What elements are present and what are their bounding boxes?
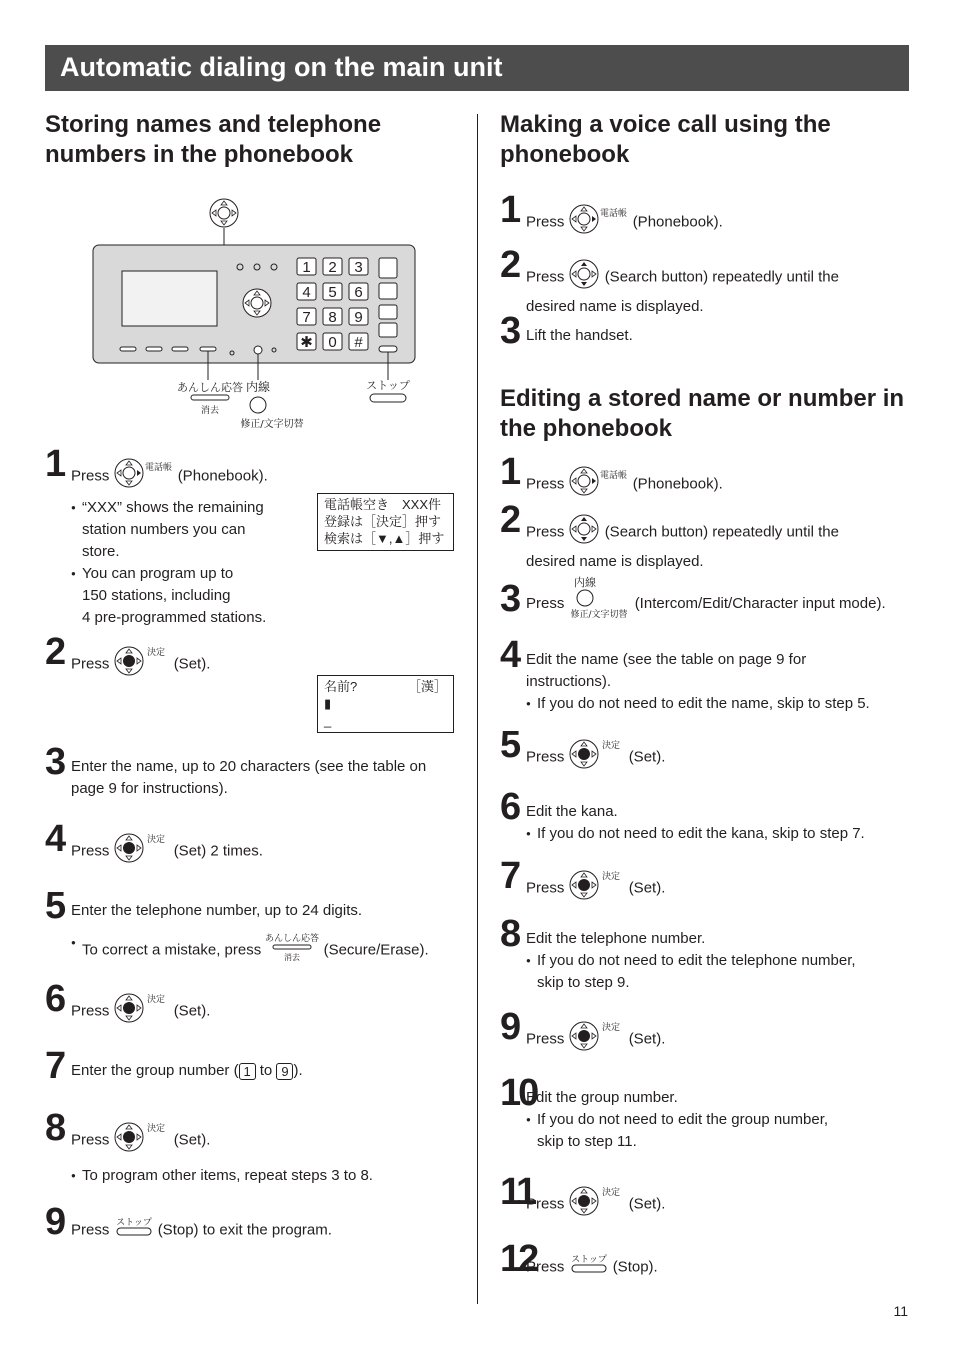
svg-text:修正/文字切替: 修正/文字切替 — [569, 610, 628, 620]
svg-text:内線: 内線 — [245, 380, 271, 394]
keypad-key: 8 — [328, 309, 337, 326]
svg-text:ストップ: ストップ — [570, 1255, 607, 1265]
stop-button-icon — [114, 1216, 154, 1245]
svg-text:電話帳: 電話帳 — [599, 209, 627, 219]
keypad-key: # — [354, 334, 363, 351]
set-button-icon — [114, 993, 170, 1030]
page-title: Automatic dialing on the main unit — [60, 52, 503, 82]
svg-text:ストップ: ストップ — [115, 1218, 152, 1228]
svg-text:あんしん応答: あんしん応答 — [177, 381, 243, 394]
phonebook-button-icon — [569, 466, 629, 503]
svg-text:決定: 決定 — [146, 1124, 165, 1134]
svg-text:決定: 決定 — [601, 1188, 620, 1198]
set-button-icon — [569, 1021, 625, 1058]
phonebook-button-icon — [569, 204, 629, 241]
keypad-key: 6 — [354, 284, 363, 301]
keypad-key: 7 — [302, 309, 311, 326]
svg-text:決定: 決定 — [146, 995, 165, 1005]
set-button-icon — [114, 833, 170, 870]
svg-text:決定: 決定 — [146, 648, 165, 658]
keypad-key: 5 — [328, 284, 337, 301]
search-button-icon — [569, 259, 601, 296]
phonebook-button-icon — [114, 458, 174, 495]
svg-text:ストップ: ストップ — [366, 379, 410, 392]
key-9: 9 — [276, 1063, 293, 1080]
device-illustration — [92, 195, 422, 435]
keypad-key: ✱ — [300, 334, 313, 351]
svg-text:消去: 消去 — [284, 953, 301, 962]
svg-text:内線: 内線 — [573, 576, 596, 589]
intercom-edit-button-icon — [569, 576, 631, 627]
column-divider — [477, 114, 478, 1304]
section-banner — [45, 45, 909, 91]
svg-text:決定: 決定 — [601, 741, 620, 751]
svg-text:決定: 決定 — [601, 1023, 620, 1033]
set-button-icon — [569, 739, 625, 776]
keypad-key: 9 — [354, 309, 363, 326]
stop-button-icon — [569, 1253, 609, 1282]
left-section-title: Storing names and telephone numbers in the phonebook — [45, 111, 382, 168]
keypad-key: 1 — [302, 259, 311, 276]
svg-text:電話帳: 電話帳 — [144, 463, 172, 473]
keypad-key: 0 — [328, 334, 337, 351]
svg-text:電話帳: 電話帳 — [599, 471, 627, 481]
page-number: 11 — [893, 1303, 908, 1319]
set-button-icon — [114, 1122, 170, 1159]
keypad-key: 4 — [302, 284, 311, 301]
keypad-key: 2 — [328, 259, 337, 276]
right-section-title-1: Making a voice call using the phonebook — [500, 111, 831, 168]
key-1: 1 — [239, 1063, 256, 1080]
svg-text:決定: 決定 — [146, 835, 165, 845]
svg-text:消去: 消去 — [200, 406, 220, 416]
search-button-icon — [569, 514, 601, 551]
set-button-icon — [114, 646, 170, 683]
keypad-key: 3 — [354, 259, 363, 276]
right-section-title-2: Editing a stored name or number in the phonebook — [500, 385, 905, 442]
set-button-icon — [569, 1186, 625, 1223]
lcd-display-2: 名前? ［漢］ ▮ _ — [317, 675, 454, 733]
lcd-display-1: 電話帳空き XXX件 登録は［決定］押す 検索は［▼,▲］押す — [317, 493, 454, 551]
svg-text:あんしん応答: あんしん応答 — [265, 934, 320, 944]
svg-text:決定: 決定 — [601, 872, 620, 882]
secure-erase-button-icon — [265, 932, 319, 969]
set-button-icon — [569, 870, 625, 907]
svg-text:修正/文字切替: 修正/文字切替 — [240, 419, 304, 430]
